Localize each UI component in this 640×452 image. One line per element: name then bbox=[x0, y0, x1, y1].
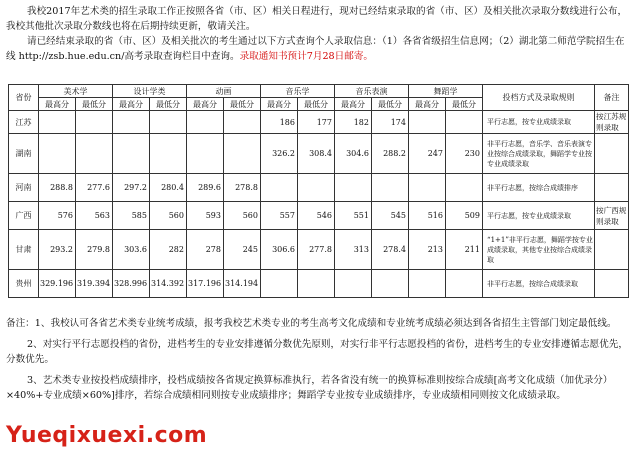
score-cell: 304.6 bbox=[335, 134, 372, 174]
score-cell: 576 bbox=[39, 202, 76, 230]
rule-cell: 非平行志愿，按综合成绩录取 bbox=[483, 270, 595, 298]
intro-paragraph-2 bbox=[6, 34, 628, 64]
province-cell: 江苏 bbox=[9, 111, 39, 134]
remark-cell bbox=[595, 270, 629, 298]
score-cell bbox=[298, 174, 335, 202]
score-cell bbox=[39, 134, 76, 174]
score-cell: 289.6 bbox=[187, 174, 224, 202]
remark-cell: 按广西规则录取 bbox=[595, 202, 629, 230]
score-cell bbox=[76, 134, 113, 174]
province-cell: 湖南 bbox=[9, 134, 39, 174]
score-cell bbox=[409, 270, 446, 298]
table-row bbox=[9, 111, 629, 134]
header-remark: 备注 bbox=[595, 85, 629, 111]
score-cell bbox=[298, 270, 335, 298]
header-min: 最低分 bbox=[298, 98, 335, 111]
score-cell: 560 bbox=[224, 202, 261, 230]
header-max: 最高分 bbox=[113, 98, 150, 111]
rule-cell: “1+1”非平行志愿，舞蹈学按专业成绩录取，其他专业按综合成绩录取 bbox=[483, 230, 595, 270]
header-major-fine-arts: 美术学 bbox=[39, 85, 113, 98]
score-cell: 174 bbox=[372, 111, 409, 134]
score-cell: 328.996 bbox=[113, 270, 150, 298]
score-cell: 585 bbox=[113, 202, 150, 230]
remark-cell bbox=[595, 230, 629, 270]
score-cell: 314.392 bbox=[150, 270, 187, 298]
header-min: 最低分 bbox=[446, 98, 483, 111]
score-cell: 303.6 bbox=[113, 230, 150, 270]
province-cell: 河南 bbox=[9, 174, 39, 202]
header-rule: 投档方式及录取规则 bbox=[483, 85, 595, 111]
score-cell: 278.4 bbox=[372, 230, 409, 270]
rule-cell: 非平行志愿，按综合成绩排序 bbox=[483, 174, 595, 202]
score-cell: 308.4 bbox=[298, 134, 335, 174]
score-cell: 277.6 bbox=[76, 174, 113, 202]
score-cell: 177 bbox=[298, 111, 335, 134]
score-cell bbox=[409, 111, 446, 134]
score-cell: 247 bbox=[409, 134, 446, 174]
header-min: 最低分 bbox=[372, 98, 409, 111]
table-header-row-majors bbox=[9, 85, 629, 98]
score-cell: 186 bbox=[261, 111, 298, 134]
table-row bbox=[9, 230, 629, 270]
score-cell bbox=[335, 270, 372, 298]
score-cell: 293.2 bbox=[39, 230, 76, 270]
header-max: 最高分 bbox=[39, 98, 76, 111]
admission-scores-table bbox=[8, 84, 629, 298]
score-cell: 306.6 bbox=[261, 230, 298, 270]
score-cell: 546 bbox=[298, 202, 335, 230]
header-min: 最低分 bbox=[150, 98, 187, 111]
score-cell: 560 bbox=[150, 202, 187, 230]
score-cell: 551 bbox=[335, 202, 372, 230]
score-cell bbox=[224, 111, 261, 134]
rule-cell: 平行志愿，按专业成绩录取 bbox=[483, 111, 595, 134]
score-cell bbox=[39, 111, 76, 134]
header-min: 最低分 bbox=[76, 98, 113, 111]
score-cell: 278.8 bbox=[224, 174, 261, 202]
notice-mail-date: 录取通知书预计7月28日邮寄。 bbox=[239, 51, 374, 62]
score-cell bbox=[446, 111, 483, 134]
intro-query-methods: 请已经结束录取的省（市、区）及相关批次的考生通过以下方式查询个人录取信息：（1）各省省级招生信息网；（2）湖北第二师范学院招生在线 http://zsb.hue.edu.cn/高考录取查询栏目中查询。 bbox=[6, 36, 625, 62]
header-max: 最高分 bbox=[187, 98, 224, 111]
header-major-design: 设计学类 bbox=[113, 85, 187, 98]
score-cell bbox=[409, 174, 446, 202]
header-max: 最高分 bbox=[261, 98, 298, 111]
score-cell bbox=[150, 134, 187, 174]
score-cell: 288.8 bbox=[39, 174, 76, 202]
table-row bbox=[9, 174, 629, 202]
remark-cell bbox=[595, 134, 629, 174]
note-1: 备注：1、我校认可各省艺术类专业统考成绩，报考我校艺术类专业的考生高考文化成绩和专业统考成绩必须达到各省招生主管部门划定最低线。 bbox=[6, 318, 617, 329]
score-cell: 182 bbox=[335, 111, 372, 134]
score-cell bbox=[446, 174, 483, 202]
score-cell bbox=[261, 174, 298, 202]
score-cell: 279.8 bbox=[76, 230, 113, 270]
notes-section bbox=[6, 316, 630, 403]
score-cell: 297.2 bbox=[113, 174, 150, 202]
intro-paragraph-1: 我校2017年艺术类的招生录取工作正按照各省（市、区）相关日程进行，现对已经结束录取的省（市、区）及相关批次录取分数线进行公布，我校其他批次录取分数线也将在后期持续更新，敬请关注。 bbox=[6, 6, 628, 32]
score-cell: 245 bbox=[224, 230, 261, 270]
province-cell: 广西 bbox=[9, 202, 39, 230]
score-cell: 213 bbox=[409, 230, 446, 270]
score-cell: 509 bbox=[446, 202, 483, 230]
province-cell: 贵州 bbox=[9, 270, 39, 298]
rule-cell: 非平行志愿，音乐学、音乐表演专业按综合成绩录取，舞蹈学专业按专业成绩录取 bbox=[483, 134, 595, 174]
table-row bbox=[9, 202, 629, 230]
header-major-musicology: 音乐学 bbox=[261, 85, 335, 98]
header-province: 省份 bbox=[9, 85, 39, 111]
score-cell: 557 bbox=[261, 202, 298, 230]
site-watermark: Yueqixuexi.com bbox=[6, 423, 208, 448]
remark-cell: 按江苏规则录取 bbox=[595, 111, 629, 134]
score-cell bbox=[113, 134, 150, 174]
score-cell bbox=[335, 174, 372, 202]
intro-text bbox=[6, 4, 628, 64]
score-cell: 277.8 bbox=[298, 230, 335, 270]
rule-cell: 平行志愿，按专业成绩录取 bbox=[483, 202, 595, 230]
score-cell: 317.196 bbox=[187, 270, 224, 298]
score-cell bbox=[372, 270, 409, 298]
score-cell: 326.2 bbox=[261, 134, 298, 174]
score-cell: 329.196 bbox=[39, 270, 76, 298]
header-major-dance: 舞蹈学 bbox=[409, 85, 483, 98]
header-max: 最高分 bbox=[409, 98, 446, 111]
score-cell: 280.4 bbox=[150, 174, 187, 202]
province-cell: 甘肃 bbox=[9, 230, 39, 270]
table-row bbox=[9, 134, 629, 174]
header-major-music-performance: 音乐表演 bbox=[335, 85, 409, 98]
score-cell bbox=[446, 270, 483, 298]
score-cell bbox=[187, 134, 224, 174]
table-row bbox=[9, 270, 629, 298]
score-cell bbox=[372, 174, 409, 202]
remark-cell bbox=[595, 174, 629, 202]
score-cell: 314.194 bbox=[224, 270, 261, 298]
score-cell: 282 bbox=[150, 230, 187, 270]
score-cell bbox=[224, 134, 261, 174]
header-major-animation: 动画 bbox=[187, 85, 261, 98]
score-cell: 319.394 bbox=[76, 270, 113, 298]
score-cell bbox=[113, 111, 150, 134]
score-cell: 313 bbox=[335, 230, 372, 270]
note-2: 2、对实行平行志愿投档的省份，进档考生的专业安排遵循分数优先原则，对实行非平行志愿投档的省份，进档考生的专业安排遵循志愿优先，分数优先。 bbox=[6, 339, 628, 365]
score-cell: 545 bbox=[372, 202, 409, 230]
score-cell bbox=[261, 270, 298, 298]
score-cell: 211 bbox=[446, 230, 483, 270]
score-cell bbox=[76, 111, 113, 134]
score-cell: 288.2 bbox=[372, 134, 409, 174]
score-cell: 278 bbox=[187, 230, 224, 270]
score-cell bbox=[150, 111, 187, 134]
score-cell: 563 bbox=[76, 202, 113, 230]
score-cell bbox=[187, 111, 224, 134]
note-3: 3、艺术类专业按投档成绩排序，投档成绩按各省规定换算标准执行，若各省没有统一的换算标准则按综合成绩[高考文化成绩（加优录分）×40%+专业成绩×60%]排序，若综合成绩相同则按专业成绩排序；舞蹈学专业按专业成绩排序，专业成绩相同则按文化成绩录取。 bbox=[6, 375, 613, 401]
score-cell: 516 bbox=[409, 202, 446, 230]
score-cell: 593 bbox=[187, 202, 224, 230]
header-max: 最高分 bbox=[335, 98, 372, 111]
score-cell: 230 bbox=[446, 134, 483, 174]
header-min: 最低分 bbox=[224, 98, 261, 111]
